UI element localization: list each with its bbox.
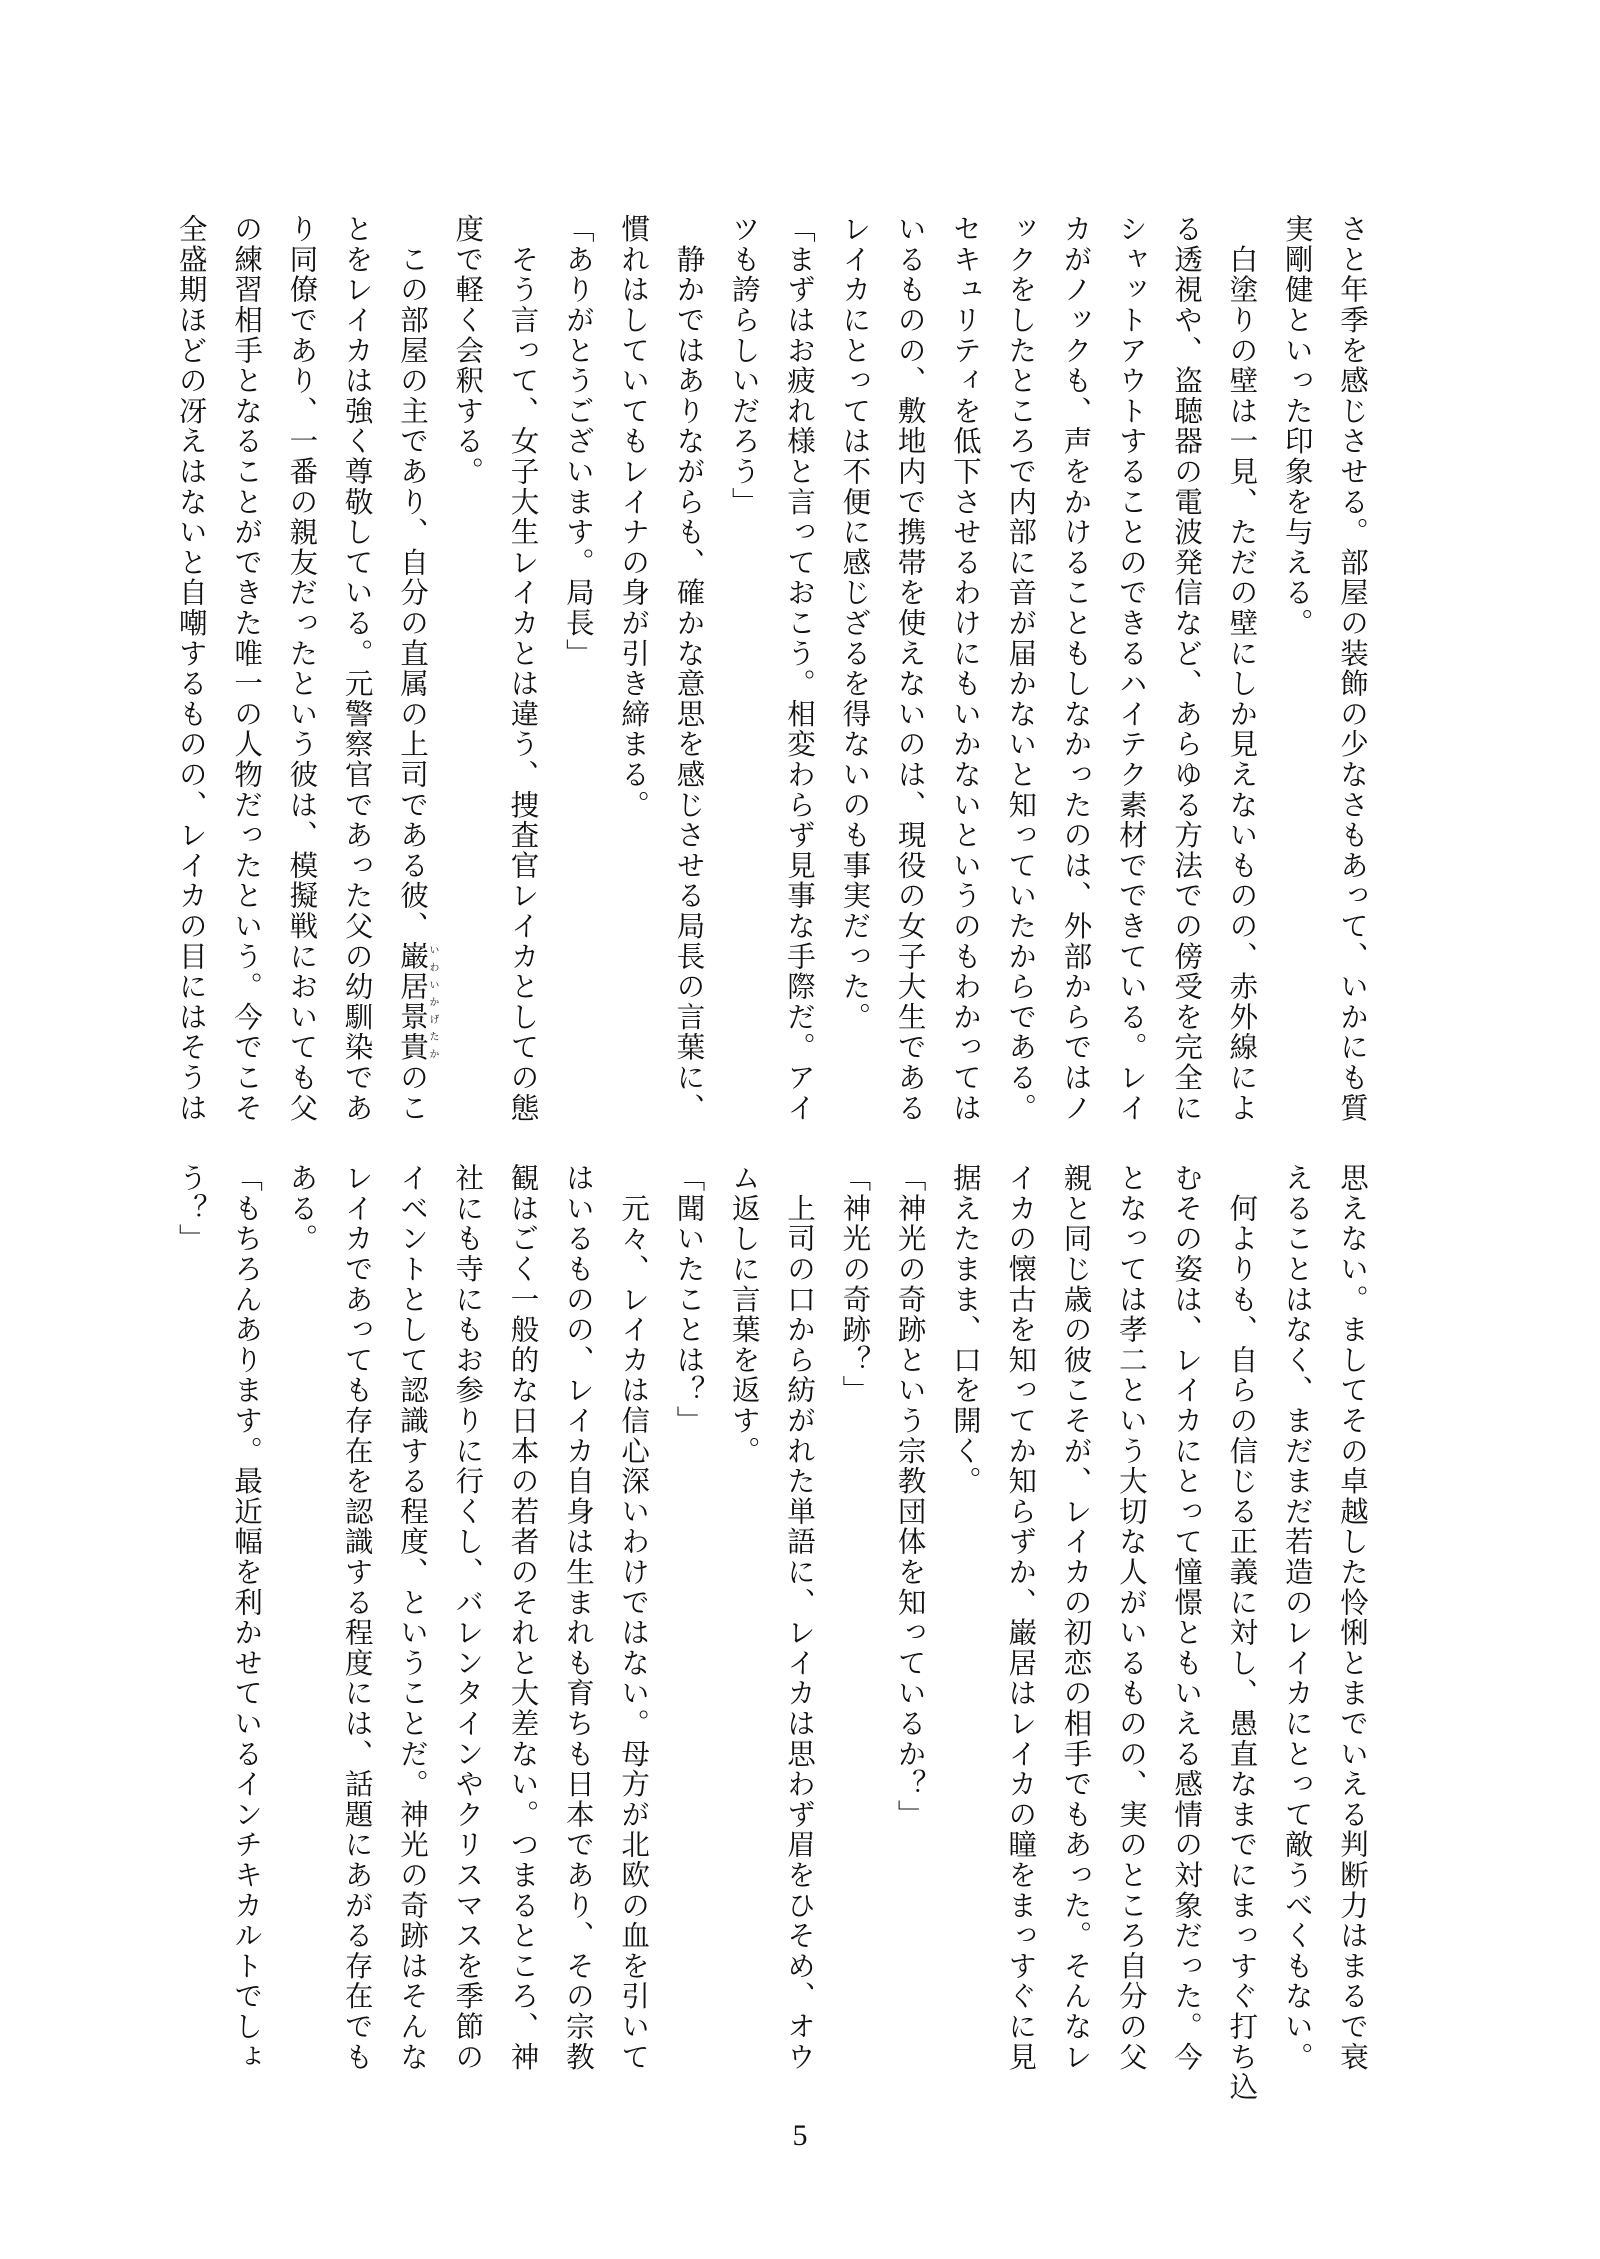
text-line: 社にも寺にもお参りに行くし、バレンタインやクリスマスを季節の	[451, 1163, 485, 2072]
text-line: の練習相手となることができた唯一の人物だったという。今でこそ	[230, 214, 264, 1123]
text-line: 親と同じ歳の彼こそが、レイカの初恋の相手でもあった。そんなレ	[1059, 1163, 1093, 2072]
text-line: う？」	[174, 1163, 208, 1254]
ruby-after: のこ	[395, 1062, 429, 1124]
ruby-before: この部屋の主であり、自分の直属の上司である彼、	[395, 214, 429, 942]
text-line: 白塗りの壁は一見、ただの壁にしか見えないものの、赤外線によ	[1225, 214, 1259, 1123]
lower-text-block	[163, 1163, 1380, 2103]
text-line: いるものの、敷地内で携帯を使えないのは、現役の女子大生である	[893, 214, 927, 1123]
text-line: 実剛健といった印象を与える。	[1280, 214, 1314, 639]
text-line: 思えない。ましてその卓越した怜悧とまでいえる判断力はまるで衰	[1336, 1163, 1369, 2072]
text-line: る透視や、盗聴器の電波発信など、あらゆる方法での傍受を完全に	[1170, 214, 1204, 1123]
ruby-reading: いわいかげたか	[426, 941, 438, 1063]
text-line: むその姿は、レイカにとって憧憬ともいえる感情の対象だった。今	[1170, 1163, 1204, 2072]
text-line: 観はごく一般的な日本の若者のそれと大差ない。つまるところ、神	[506, 1163, 540, 2072]
text-line: カがノックも、声をかけることもしなかったのは、外部からではノ	[1059, 214, 1093, 1123]
text-line: シャットアウトすることのできるハイテク素材でできている。レイ	[1114, 214, 1148, 1123]
ruby-base: 巌居景貴	[395, 941, 429, 1063]
text-line: レイカにとっては不便に感じざるを得ないのも事実だった。	[838, 214, 872, 1033]
text-line: り同僚であり、一番の親友だったという彼は、模擬戦においても父	[285, 214, 319, 1123]
text-line: ム返しに言葉を返す。	[727, 1163, 761, 1466]
text-line: さと年季を感じさせる。部屋の装飾の少なさもあって、いかにも質	[1336, 214, 1369, 1123]
text-line: 上司の口から紡がれた単語に、レイカは思わず眉をひそめ、オウ	[783, 1163, 817, 2072]
text-line: 全盛期ほどの冴えはないと自嘲するものの、レイカの目にはそうは	[174, 214, 208, 1123]
name-ruby	[395, 941, 438, 1063]
text-line: そう言って、女子大生レイカとは違う、捜査官レイカとしての態	[506, 214, 540, 1123]
text-line: はいるものの、レイカ自身は生まれも育ちも日本であり、その宗教	[561, 1163, 595, 2072]
text-line: えることはなく、まだまだ若造のレイカにとって敵うべくもない。	[1280, 1163, 1314, 2072]
text-line: ツも誇らしいだろう」	[727, 214, 761, 517]
text-line: レイカであっても存在を認識する程度には、話題にあがる存在でも	[340, 1163, 374, 2072]
text-line: 度で軽く会釈する。	[451, 214, 485, 487]
text-line: 何よりも、自らの信じる正義に対し、愚直なまでにまっすぐ打ち込	[1225, 1163, 1259, 2103]
text-line: 元々、レイカは信心深いわけではない。母方が北欧の血を引いて	[617, 1163, 651, 2072]
text-line: ックをしたところで内部に音が届かないと知っていたからである。	[1004, 214, 1038, 1123]
text-line: 静かではありながらも、確かな意思を感じさせる局長の言葉に、	[672, 214, 706, 1123]
text-line: ある。	[285, 1163, 319, 1254]
text-line: 「神光の奇跡という宗教団体を知っているか？」	[893, 1163, 927, 1830]
text-line: となっては孝二という大切な人がいるものの、実のところ自分の父	[1114, 1163, 1148, 2072]
text-line: 据えたまま、口を開く。	[948, 1163, 982, 1497]
text-line: 慣れはしていてもレイナの身が引き締まる。	[617, 214, 651, 820]
text-line: 「まずはお疲れ様と言っておこう。相変わらず見事な手際だ。アイ	[783, 214, 817, 1123]
text-line: とをレイカは強く尊敬している。元警察官であった父の幼馴染であ	[340, 214, 374, 1123]
text-line: セキュリティを低下させるわけにもいかないというのもわかっては	[948, 214, 982, 1123]
text-line-with-ruby	[385, 214, 440, 1124]
upper-text-block	[163, 214, 1380, 1124]
text-line: 「神光の奇跡？」	[838, 1163, 872, 1406]
page-number: 5	[792, 2119, 808, 2152]
text-line: イベントとして認識する程度、ということだ。神光の奇跡はそんな	[395, 1163, 429, 2072]
text-line: 「聞いたことは？」	[672, 1163, 706, 1436]
text-line: 「ありがとうございます。局長」	[561, 214, 595, 669]
text-line: イカの懐古を知ってか知らずか、巌居はレイカの瞳をまっすぐに見	[1004, 1163, 1038, 2072]
text-line: 「もちろんあります。最近幅を利かせているインチキカルトでしょ	[230, 1163, 264, 2072]
